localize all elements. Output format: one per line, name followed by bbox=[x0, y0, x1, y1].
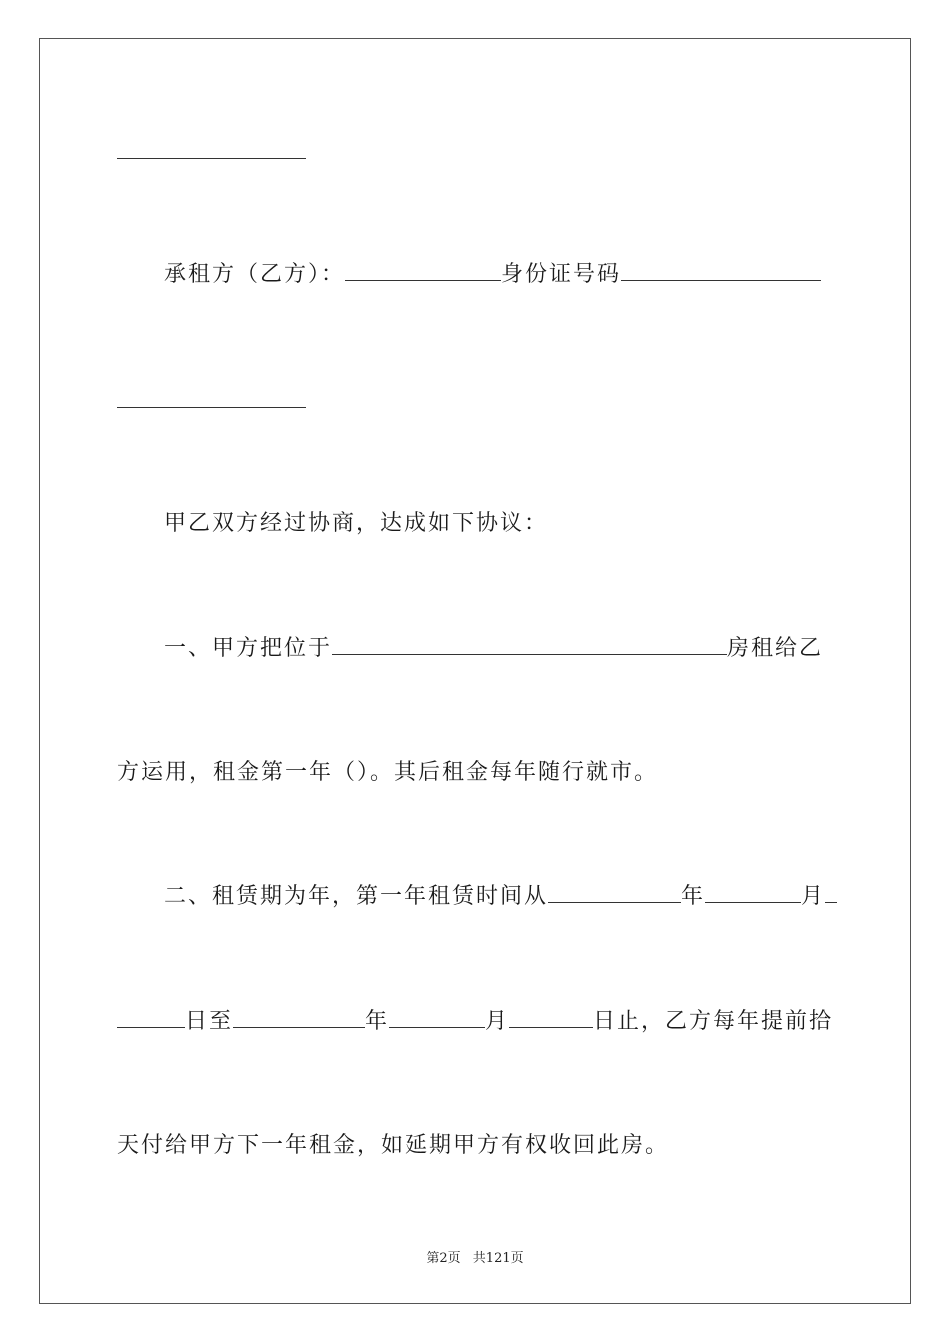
blank-line bbox=[117, 158, 306, 159]
page-footer bbox=[0, 1247, 950, 1266]
month-label: 月 bbox=[801, 884, 826, 909]
id-number-blank bbox=[621, 260, 821, 281]
id-label: 身份证号码 bbox=[501, 262, 622, 287]
clause-1-line-1 bbox=[164, 634, 823, 664]
clause-1-line-2: 方运用，租金第一年（）。其后租金每年随行就市。 bbox=[117, 760, 659, 785]
clause-1-text-end: 房租给乙 bbox=[727, 636, 824, 661]
page-border bbox=[39, 38, 911, 1304]
clause-2-line-1 bbox=[164, 882, 837, 912]
start-day-blank bbox=[825, 882, 837, 903]
clause-2-line-3: 天付给甲方下一年租金，如延期甲方有权收回此房。 bbox=[117, 1133, 670, 1158]
total-pages: 共121页 bbox=[472, 1251, 524, 1266]
clause-2-line-2 bbox=[117, 1007, 833, 1037]
agreement-intro: 甲乙双方经过协商，达成如下协议： bbox=[164, 511, 549, 536]
day-to-label: 日至 bbox=[185, 1009, 234, 1034]
year-label-2: 年 bbox=[365, 1009, 390, 1034]
tenant-label: 承租方（乙方）： bbox=[164, 262, 346, 287]
end-year-blank bbox=[233, 1007, 365, 1028]
start-day-blank-cont bbox=[117, 1007, 185, 1028]
blank-line bbox=[117, 407, 306, 408]
start-month-blank bbox=[705, 882, 801, 903]
clause-1-text: 一、甲方把位于 bbox=[164, 636, 333, 661]
tenant-name-blank bbox=[345, 260, 501, 281]
address-blank bbox=[332, 634, 727, 655]
tenant-line bbox=[164, 260, 821, 290]
end-month-blank bbox=[389, 1007, 485, 1028]
clause-2-tail: 日止，乙方每年提前拾 bbox=[593, 1009, 834, 1034]
start-year-blank bbox=[548, 882, 681, 903]
year-label: 年 bbox=[681, 884, 706, 909]
month-label-2: 月 bbox=[485, 1009, 510, 1034]
end-day-blank bbox=[509, 1007, 593, 1028]
clause-2-text: 二、租赁期为年，第一年租赁时间从 bbox=[164, 884, 549, 909]
page-number: 第2页 bbox=[426, 1251, 461, 1266]
